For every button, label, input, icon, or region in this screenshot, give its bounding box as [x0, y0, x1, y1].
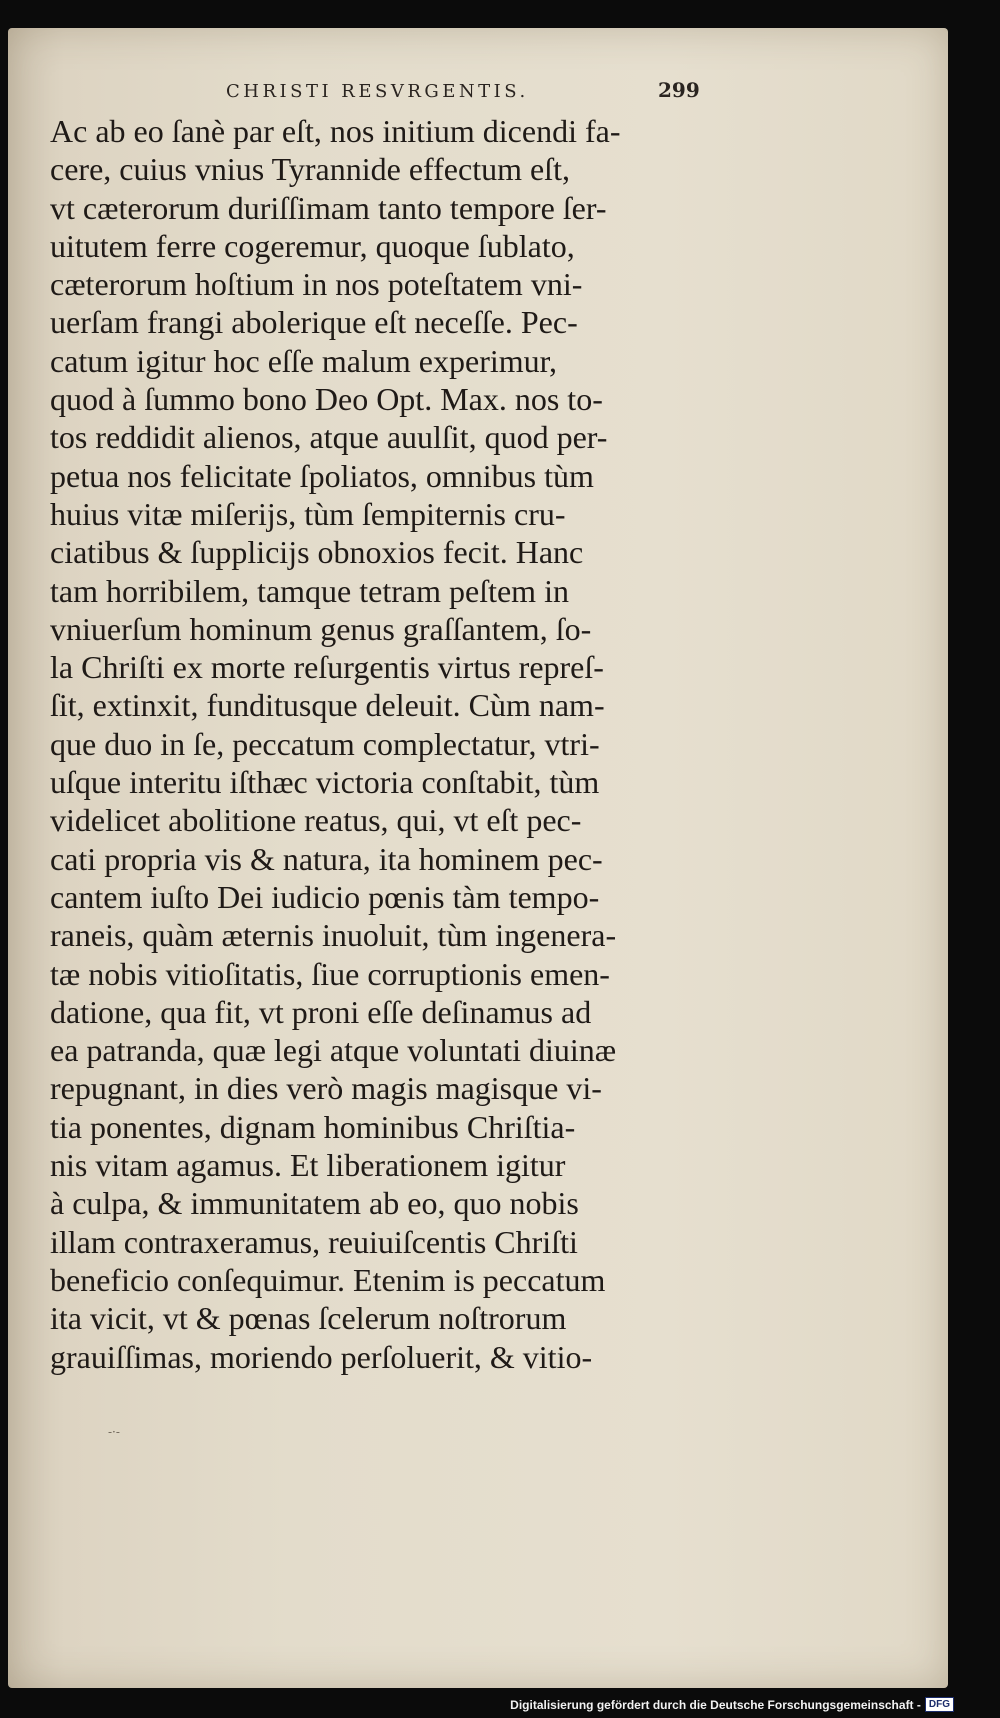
text-line: videlicet abolitione reatus, qui, vt eſt pec- — [50, 802, 582, 839]
body-text — [50, 112, 700, 1376]
text-line: Ac ab eo ſanè par eſt, nos initium dicendi fa- — [50, 113, 621, 149]
text-line: que duo in ſe, peccatum complectatur, vtri- — [50, 725, 600, 762]
dfg-logo-icon: DFG — [925, 1697, 954, 1712]
text-line: uitutem ferre cogeremur, quoque ſublato, — [50, 227, 575, 264]
text-line: repugnant, in dies verò magis magisque vi- — [50, 1070, 602, 1107]
credit-text: Digitalisierung gefördert durch die Deutsche Forschungsgemeinschaft - — [510, 1697, 921, 1712]
text-line: tos reddidit alienos, atque auulſit, quod per- — [50, 419, 608, 456]
text-line: grauiſſimas, moriendo perſoluerit, & vitio- — [50, 1338, 593, 1375]
page-number: 299 — [658, 78, 700, 102]
text-line: uſque interitu iſthæc victoria conſtabit, tùm — [50, 764, 600, 801]
page-content — [38, 28, 948, 1688]
text-line: à culpa, & immunitatem ab eo, quo nobis — [50, 1185, 579, 1222]
text-line: cere, cuius vnius Tyrannide effectum eſt, — [50, 151, 570, 188]
text-line: la Chriſti ex morte reſurgentis virtus repreſ- — [50, 649, 604, 686]
text-line: huius vitæ miſerijs, tùm ſempiternis cru- — [50, 495, 566, 532]
text-line: ita vicit, vt & pœnas ſcelerum noſtrorum — [50, 1300, 567, 1337]
text-line: cæterorum hoſtium in nos poteſtatem vni- — [50, 266, 583, 303]
text-line: vniuerſum hominum genus graſſantem, ſo- — [50, 610, 592, 647]
text-line: tæ nobis vitioſitatis, ſiue corruptionis emen- — [50, 955, 610, 992]
digitization-credit — [510, 1697, 954, 1712]
text-line: raneis, quàm æternis inuoluit, tùm ingenera- — [50, 917, 617, 954]
text-line: ea patranda, quæ legi atque voluntati diuinæ — [50, 1032, 617, 1069]
text-line: ſit, extinxit, funditusque deleuit. Cùm nam- — [50, 687, 605, 724]
text-line: tia ponentes, dignam hominibus Chriſtia- — [50, 1108, 576, 1145]
running-title: CHRISTI RESVRGENTIS. — [226, 81, 529, 102]
text-line: datione, qua fit, vt proni eſſe deſinamus ad — [50, 993, 592, 1030]
text-line: illam contraxeramus, reuiuiſcentis Chriſti — [50, 1223, 578, 1260]
text-line: uerſam frangi abolerique eſt neceſſe. Pec- — [50, 304, 578, 341]
text-line: tam horribilem, tamque tetram peſtem in — [50, 572, 569, 609]
text-line: beneficio conſequimur. Etenim is peccatum — [50, 1261, 606, 1298]
page-mark-icon: -·- — [108, 1425, 120, 1439]
text-line: petua nos felicitate ſpoliatos, omnibus tùm — [50, 457, 594, 494]
text-line: quod à ſummo bono Deo Opt. Max. nos to- — [50, 381, 603, 418]
text-line: cantem iuſto Dei iudicio pœnis tàm tempo- — [50, 878, 600, 915]
text-line: cati propria vis & natura, ita hominem pec- — [50, 840, 603, 877]
text-line: nis vitam agamus. Et liberationem igitur — [50, 1147, 566, 1184]
book-page — [8, 28, 948, 1688]
text-line: ciatibus & ſupplicijs obnoxios fecit. Hanc — [50, 534, 584, 571]
text-line: catum igitur hoc eſſe malum experimur, — [50, 342, 557, 379]
text-line: vt cæterorum duriſſimam tanto tempore ſer- — [50, 189, 607, 226]
